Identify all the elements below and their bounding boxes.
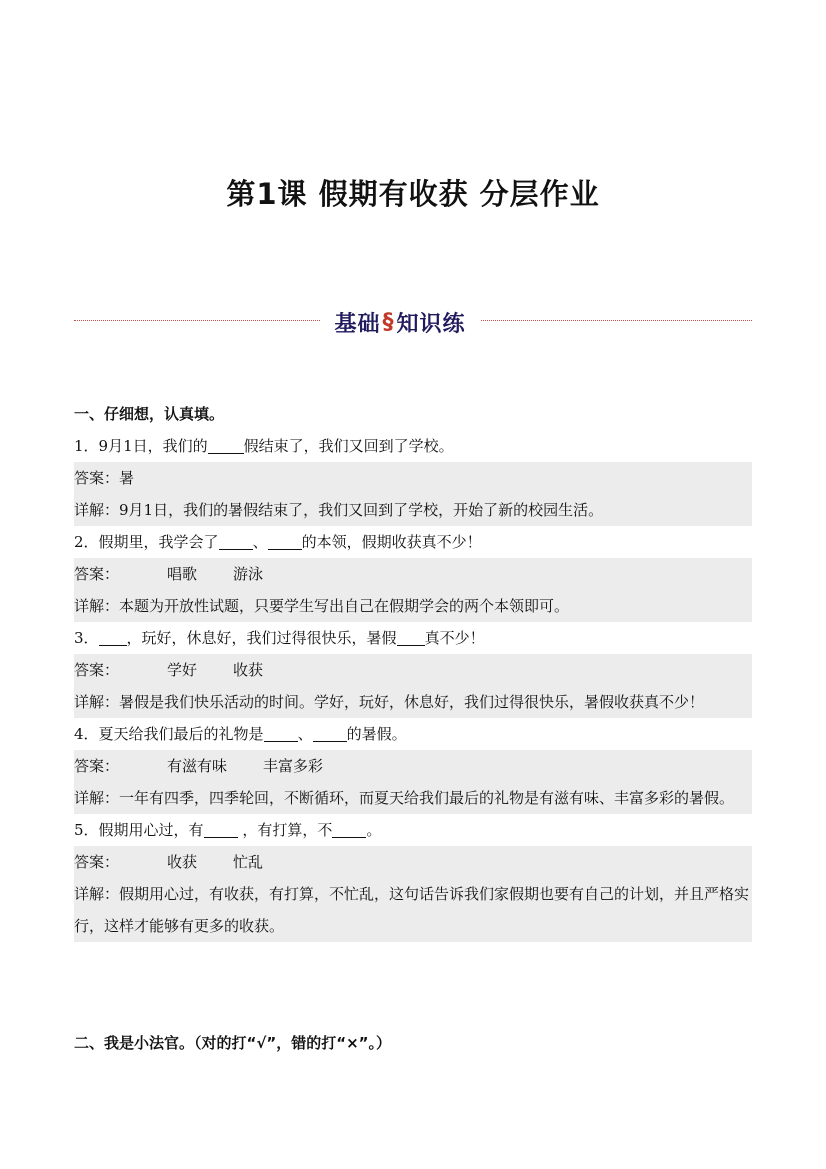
answer-block-3 (74, 654, 752, 718)
question-number: 1． (74, 437, 99, 455)
question-4 (74, 718, 752, 750)
section-heading-2: 二、我是小法官。（对的打“√”，错的打“×”。） (74, 1034, 392, 1052)
question-text: 假期用心过，有 (98, 821, 204, 839)
question-number: 5． (74, 821, 99, 839)
answer-value: 唱歌 (167, 565, 198, 583)
answer-block-2 (74, 558, 752, 622)
question-text: 9月1日，我们的 (98, 437, 208, 455)
answer-label: 答案： (74, 757, 120, 775)
question-text: 。 (366, 821, 382, 839)
question-text: ，玩好，休息好，我们过得很快乐，暑假 (126, 629, 397, 647)
detail-text: 详解：一年有四季，四季轮回，不断循环，而夏天给我们最后的礼物是有滋有味、丰富多彩的暑假。 (74, 789, 735, 807)
fill-blank[interactable] (99, 629, 127, 646)
banner-text-left: 基础 (334, 311, 381, 337)
question-text: 的暑假。 (346, 725, 407, 743)
fill-blank[interactable] (204, 821, 238, 838)
detail-text: 详解：本题为开放性试题，只要学生写出自己在假期学会的两个本领即可。 (74, 597, 570, 615)
answer-block-5 (74, 846, 752, 942)
answer-value: 学好 (167, 661, 198, 679)
answer-value: 暑 (119, 469, 135, 487)
answer-line (74, 462, 752, 494)
question-text: 假期里，我学会了 (98, 533, 219, 551)
question-2 (74, 526, 752, 558)
fill-blank[interactable] (268, 533, 302, 550)
answer-block-1 (74, 462, 752, 526)
question-text: 、 (297, 725, 313, 743)
exercise-content (74, 398, 752, 942)
question-text: 真不少！ (424, 629, 485, 647)
answer-label: 答案： (74, 565, 120, 583)
detail-text: 详解：9月1日，我们的暑假结束了，我们又回到了学校，开始了新的校园生活。 (74, 501, 604, 519)
question-text: 、 (252, 533, 268, 551)
answer-block-4 (74, 750, 752, 814)
answer-value: 丰富多彩 (263, 757, 324, 775)
question-number: 2． (74, 533, 99, 551)
question-text: 假结束了，我们又回到了学校。 (243, 437, 454, 455)
answer-line (74, 558, 752, 590)
page-title: 第1课 假期有收获 分层作业 (226, 177, 600, 211)
swirl-icon: § (382, 309, 395, 335)
answer-label: 答案： (74, 853, 120, 871)
fill-blank[interactable] (208, 437, 244, 454)
answer-line (74, 654, 752, 686)
question-text: 夏天给我们最后的礼物是 (98, 725, 264, 743)
answer-value: 忙乱 (233, 853, 264, 871)
fill-blank[interactable] (332, 821, 366, 838)
banner-text-right: 知识练 (396, 311, 466, 337)
detail-text: 详解：暑假是我们快乐活动的时间。学好，玩好，休息好，我们过得很快乐，暑假收获真不少！ (74, 693, 705, 711)
detail-text: 详解：假期用心过，有收获，有打算，不忙乱，这句话告诉我们家假期也要有自己的计划，并且严格实行，这样才能够有更多的收获。 (74, 885, 750, 935)
question-number: 3． (74, 629, 99, 647)
fill-blank[interactable] (264, 725, 298, 742)
answer-label: 答案： (74, 469, 120, 487)
basic-knowledge-banner (320, 306, 480, 338)
fill-blank[interactable] (219, 533, 253, 550)
fill-blank[interactable] (397, 629, 425, 646)
question-1 (74, 430, 752, 462)
question-number: 4． (74, 725, 99, 743)
question-text: ，有打算，不 (237, 821, 333, 839)
answer-value: 收获 (233, 661, 264, 679)
question-5 (74, 814, 752, 846)
answer-label: 答案： (74, 661, 120, 679)
answer-value: 游泳 (233, 565, 264, 583)
question-3 (74, 622, 752, 654)
answer-value: 收获 (167, 853, 198, 871)
section-heading-1: 一、仔细想，认真填。 (74, 405, 225, 423)
answer-line (74, 846, 752, 878)
question-text: 的本领，假期收获真不少！ (301, 533, 482, 551)
answer-line (74, 750, 752, 782)
fill-blank[interactable] (313, 725, 347, 742)
section-divider (74, 306, 752, 340)
answer-value: 有滋有味 (167, 757, 228, 775)
